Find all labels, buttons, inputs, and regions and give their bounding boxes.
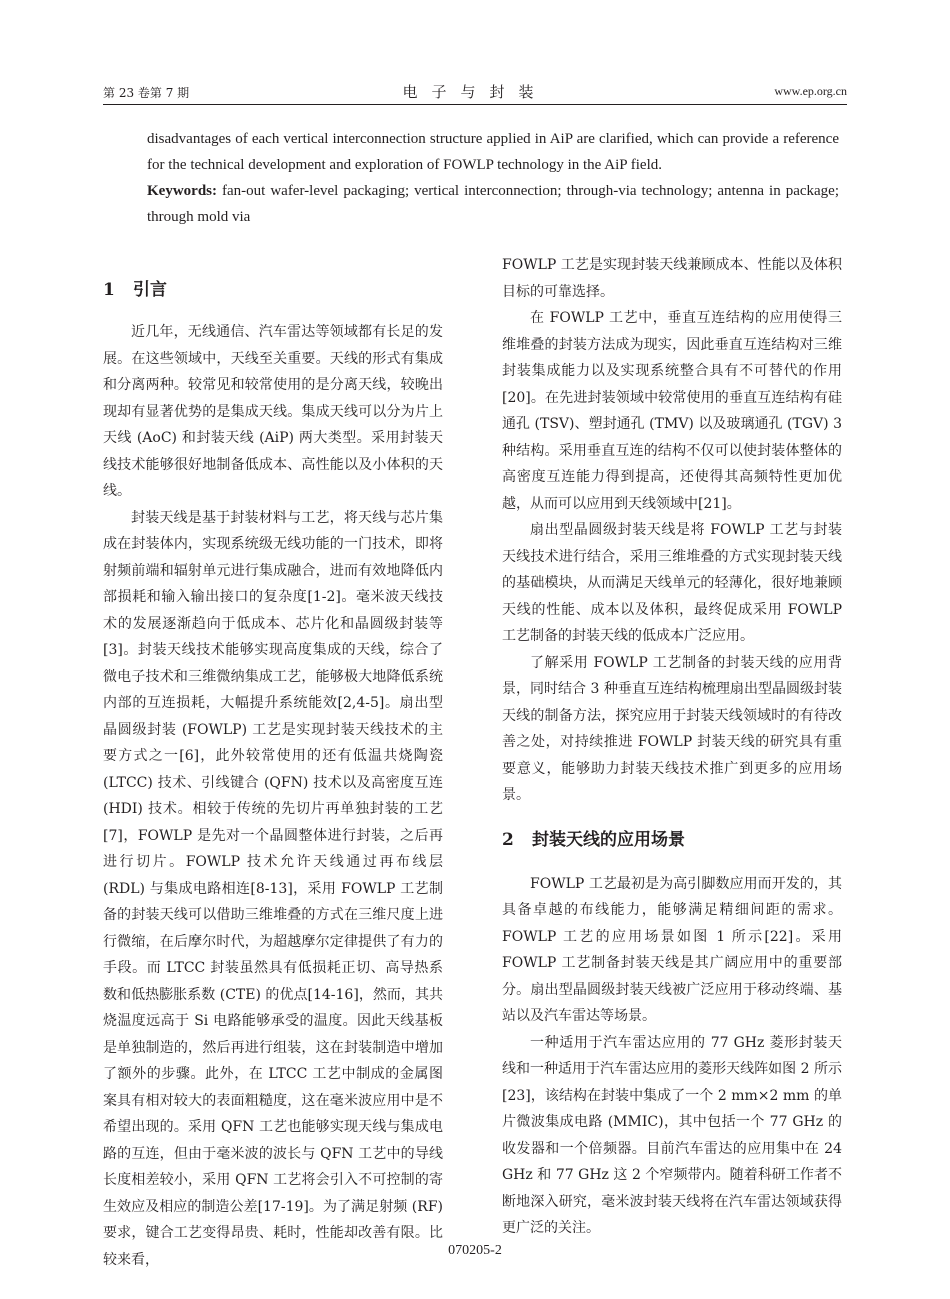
abstract-block [147, 126, 839, 230]
paragraph: 在 FOWLP 工艺中，垂直互连结构的应用使得三维堆叠的封装方法成为现实，因此垂直互连结构对三维封装集成能力以及实现系统整合具有不可替代的作用[20]。在先进封装领域中较常使用的垂直互连结构有硅通孔 (TSV)、塑封通孔 (TMV) 以及玻璃通孔 (TGV) 3 种结构。采用垂直互连的结构不仅可以使封装体整体的高密度互连能力得到提高，还使得其高频特性更加优越，从而可以应用到天线领域中[21]。 [502, 310, 842, 512]
section-title: 封装天线的应用场景 [532, 829, 685, 850]
paragraph: FOWLP 工艺最初是为高引脚数应用而开发的，其具备卓越的布线能力，能够满足精细间距的需求。FOWLP 工艺的应用场景如图 1 所示[22]。采用 FOWLP 工艺制备封装天线是其广阔应用中的重要部分。扇出型晶圆级封装天线被广泛应用于移动终端、基站以及汽车雷达等场景。 [502, 875, 842, 1024]
section-number: 1 [103, 280, 115, 300]
keywords-label: Keywords: [147, 183, 217, 199]
paragraph: 了解采用 FOWLP 工艺制备的封装天线的应用背景，同时结合 3 种垂直互连结构梳理扇出型晶圆级封装天线的制备方法，探究应用于封装天线领域时的有待改善之处，对持续推进 FOWLP 封装天线的研究具有重要意义，能够助力封装天线技术推广到更多的应用场景。 [502, 654, 842, 803]
volume-issue: 第 23 卷第 7 期 [103, 86, 190, 100]
journal-title: 电子与封装 [402, 83, 548, 101]
left-column [103, 252, 443, 1273]
paragraph: FOWLP 工艺是实现封装天线兼顾成本、性能以及体积目标的可靠选择。 [502, 257, 842, 300]
running-header [103, 84, 847, 104]
keywords-line [147, 178, 839, 230]
header-rule [103, 104, 847, 105]
section-number: 2 [502, 829, 514, 850]
section-heading-1 [103, 277, 443, 303]
journal-url[interactable]: www.ep.org.cn [774, 84, 847, 98]
page-number: 070205-2 [448, 1243, 502, 1258]
right-column [502, 252, 842, 1242]
keywords-text: fan-out wafer-level packaging; vertical interconnection; through-via technology; antenna in package; through mold via [147, 183, 839, 225]
paragraph: 一种适用于汽车雷达应用的 77 GHz 菱形封装天线和一种适用于汽车雷达应用的菱形天线阵如图 2 所示[23]，该结构在封装中集成了一个 2 mm×2 mm 的单片微波集成电路 (MMIC)，其中包括一个 77 GHz 的收发器和一个倍频器。目前汽车雷达的应用集中在 24 GHz 和 77 GHz 这 2 个窄频带内。随着科研工作者不断地深入研究，毫米波封装天线将在汽车雷达领域获得更广泛的关注。 [502, 1034, 842, 1236]
paragraph: 封装天线是基于封装材料与工艺，将天线与芯片集成在封装体内，实现系统级无线功能的一门技术，即将射频前端和辐射单元进行集成融合，进而有效地降低内部损耗和输入输出接口的复杂度[1-2]。毫米波天线技术的发展逐渐趋向于低成本、芯片化和晶圆级封装等[3]。封装天线技术能够实现高度集成的天线，综合了微电子技术和三维微纳集成工艺，能够极大地降低系统内部的互连损耗，大幅提升系统能效[2,4-5]。扇出型晶圆级封装 (FOWLP) 工艺是实现封装天线技术的主要方式之一[6]，此外较常使用的还有低温共烧陶瓷 (LTCC) 技术、引线键合 (QFN) 技术以及高密度互连 (HDI) 技术。相较于传统的先切片再单独封装的工艺[7]，FOWLP 是先对一个晶圆整体进行封装，之后再进行切片。FOWLP 技术允许天线通过再布线层 (RDL) 与集成电路相连[8-13]，采用 FOWLP 工艺制备的封装天线可以借助三维堆叠的方式在三维尺度上进行微缩，在后摩尔时代，为超越摩尔定律提供了有力的手段。而 LTCC 封装虽然具有低损耗正切、高导热系数和低热膨胀系数 (CTE) 的优点[14-16]，然而，其共烧温度远高于 Si 电路能够承受的温度。因此天线基板是单独制造的，然后再进行组装，这在封装制造中增加了额外的步骤。此外，在 LTCC 工艺中制成的金属图案具有相对较大的表面粗糙度，这在毫米波应用中是不希望出现的。采用 QFN 工艺也能够实现天线与集成电路的互连，但由于毫米波的波长与 QFN 工艺中的导线长度相差较小，采用 QFN 工艺将会引入不可控制的寄生效应及相应的制造公差[17-19]。为了满足射频 (RF) 要求，键合工艺变得昂贵、耗时，性能却改善有限。比较来看， [103, 509, 443, 1268]
section-heading-2 [502, 827, 842, 853]
paragraph: 近几年，无线通信、汽车雷达等领域都有长足的发展。在这些领域中，天线至关重要。天线的形式有集成和分离两种。较常见和较常使用的是分离天线，较晚出现却有显著优势的是集成天线。集成天线可以分为片上天线 (AoC) 和封装天线 (AiP) 两大类型。采用封装天线技术能够很好地制备低成本、高性能以及小体积的天线。 [103, 324, 443, 499]
section-title: 引言 [133, 280, 167, 300]
abstract-continuation: disadvantages of each vertical interconnection structure applied in AiP are clarified, which can provide a reference for the technical development and exploration of FOWLP technology in the AiP field. [147, 131, 839, 173]
paragraph: 扇出型晶圆级封装天线是将 FOWLP 工艺与封装天线技术进行结合，采用三维堆叠的方式实现封装天线的基础模块，从而满足天线单元的轻薄化，很好地兼顾天线的性能、成本以及体积，最终促成采用 FOWLP 工艺制备的封装天线的低成本广泛应用。 [502, 522, 842, 644]
